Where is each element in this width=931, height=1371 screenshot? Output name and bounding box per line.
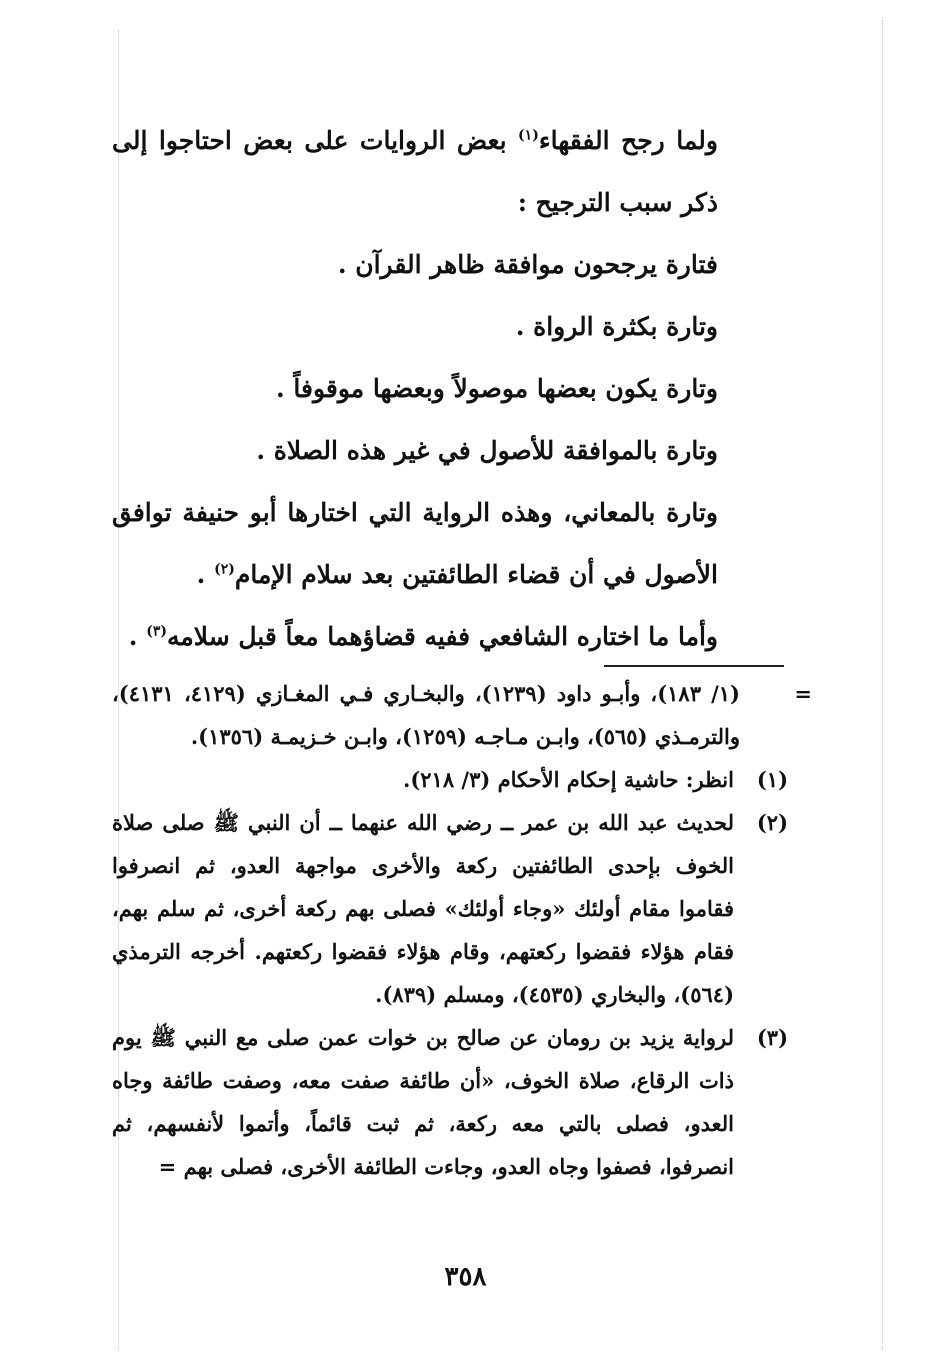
footnote-separator [604,665,784,667]
footnote-3 [112,1016,788,1188]
main-text [112,110,784,668]
intro-text: ولما رجح الفقهاء [538,126,718,155]
continuation-text: (١/ ١٨٣)، وأبـو داود (١٢٣٩)، والبخـاري فـي المغـازي (٤١٢٩، ٤١٣١)، والترمـذي (٥٦٥)، وابـن مـاجـه (١٢٥٩)، وابـن خـزيمـة (١٣٥٦). [112,681,740,749]
line-quran: فتارة يرجحون موافقة ظاهر القرآن . [337,250,718,279]
footnote-2 [112,801,788,1016]
continuation-mark: = [794,681,812,706]
intro-rest: بعض الروايات على بعض احتاجوا إلى ذكر سبب الترجيح : [112,126,718,217]
footnote-3-continues-mark: = [158,1154,184,1179]
meanings-text: وتارة بالمعاني، وهذه الرواية التي اختارها أبو حنيفة توافق الأصول في أن قضاء الطائفتين بعد سلام الإمام [112,498,718,589]
footnote-number-3: (٣) [756,1025,788,1050]
paragraph-meanings [112,482,784,606]
footnote-ref-2[interactable]: (٢) [214,561,235,578]
footnotes [112,672,812,1188]
line-narrators: وتارة بكثرة الرواة . [515,312,718,341]
footnote-text-3-body: لرواية يزيد بن رومان عن صالح بن خوات عمن صلى مع النبي ﷺ يوم ذات الرقاع، صلاة الخوف، «أن طائفة صفت معه، وصفت طائفة وجاه العدو، فصلى بالتي معه ركعة، ثم ثبت قائماً، وأتموا لأنفسهم، ثم انصرفوا، فصفوا وجاه العدو، وجاءت الطائفة الأخرى، فصلى بهم [112,1025,734,1179]
line-principles: وتارة بالموافقة للأصول في غير هذه الصلاة . [256,436,718,465]
line-connected: وتارة يكون بعضها موصولاً وبعضها موقوفاً . [276,374,718,403]
paragraph-shafii [112,606,784,668]
footnote-continuation [112,672,812,758]
shafii-text: وأما ما اختاره الشافعي ففيه قضاؤهما معاً قبل سلامه [166,622,718,651]
meanings-end: . [196,560,215,589]
scan-dots-right [882,20,884,1350]
footnote-number-2: (٢) [756,810,788,835]
footnote-text-2: لحديث عبد الله بن عمر ــ رضي الله عنهما ــ أن النبي ﷺ صلى صلاة الخوف بإحدى الطائفتين ركعة والأخرى مواجهة العدو، ثم انصرفوا فقاموا مقام أولئك «وجاء أولئك» فصلى بهم ركعة أخرى، ثم سلم بهم، فقام هؤلاء فقضوا ركعتهم، وقام هؤلاء فقضوا ركعتهم. أخرجه الترمذي (٥٦٤)، والبخاري (٤٥٣٥)، ومسلم (٨٣٩). [112,810,734,1007]
footnote-number-1: (١) [756,767,788,792]
footnote-text-1: انظر: حاشية إحكام الأحكام (٣/ ٢١٨). [403,767,734,792]
paragraph-intro [112,110,784,234]
page-number: ٣٥٨ [444,1262,487,1292]
footnote-ref-3[interactable]: (٣) [146,623,167,640]
footnote-text-3 [112,1016,734,1188]
footnote-ref-1[interactable]: (١) [518,127,539,144]
shafii-end: . [128,622,147,651]
footnote-1 [112,758,788,801]
